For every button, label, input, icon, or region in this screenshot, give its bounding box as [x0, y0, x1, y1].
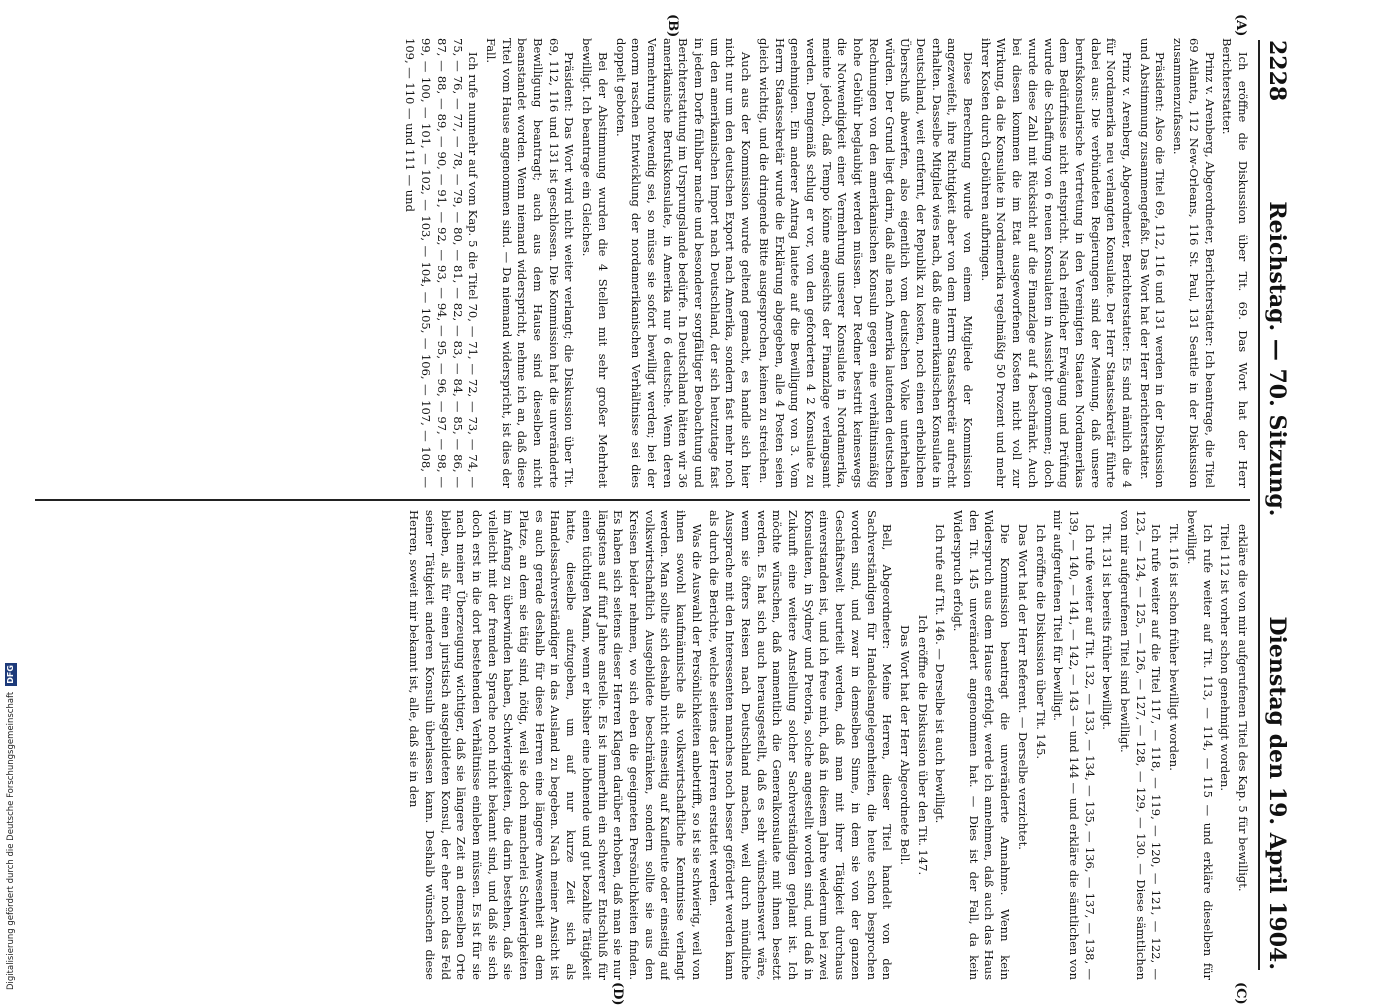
paragraph: Das Wort hat der Herr Referent. — Derselbe verzichtet.: [1015, 524, 1030, 850]
paragraph: Präsident: Also die Titel 69, 112, 116 und 131 werden in der Diskussion und Abstimmung zusammengefaßt. Das Wort hat der Herr Berichterstatter.: [1137, 38, 1168, 488]
header-title: Reichstag. — 70. Sitzung.: [1264, 201, 1290, 517]
column-rule: [35, 499, 1250, 501]
paragraph: erkläre die von mir aufgerufenen Titel des Kap. 5 für bewilligt.: [1236, 524, 1250, 892]
paragraph: Ich eröffne die Diskussion über Tit. 145.: [1033, 524, 1048, 760]
dfg-logo: DFG: [6, 665, 15, 684]
paragraph: Prinz v. Arenberg, Abgeordneter, Berichterstatter: Ich beantrage, die Titel 69 Atlanta, 112 New-Orleans, 116 St. Paul, 131 Seattle in der Diskussion zusammenzufassen.: [1171, 38, 1217, 488]
paragraph: Bell, Abgeordneter: Meine Herren, dieser Titel handelt von den Sachverständigen für Handelsangelegenheiten, die heute schon besprochen worden sind, und zwar in demselben Sinne, in dem sie von der ganzen Geschäftswelt beurteilt werden, daß man mit ihrer Tätigkeit durchaus einverstanden ist, und ich freue mich, daß in diesem Jahre wiederum bei zwei Konsulaten, in Sydney und Pretoria, solche angestellt worden sind, und daß in Zukunft eine weitere Anstellung solcher Sachverständigen geplant ist. Ich möchte wünschen, daß namentlich die Generalkonsulate mit ihnen besetzt werden. Es hat sich auch herausgestellt, daß es sehr wünschenswert wäre, wenn sie öfters Reisen nach Deutschland machen, weil durch mündliche Aussprache mit den Interessenten manches noch besser gefördert werden kann als durch die Berichte, welche seitens der Herren erstattet werden.: [707, 510, 895, 980]
paragraph: Prinz v. Arenberg, Abgeordneter, Berichterstatter: Es sind nämlich die 4 für Nordamerika neu verlangten Konsulate. Der Herr Staatssekretär führte dabei aus: Die verbündeten Regierungen sind der Meinung, daß unsere berufskonsularische Vertretung in den Vereinigten Staaten Nordamerikas dem Bedürfnisse nicht entspricht. Nach reiflicher Erwägung und Prüfung wurde die Schaffung von 6 neuen Konsulaten in Aussicht genommen; doch wurde diese Zahl mit Rücksicht auf die Finanzlage auf 4 beschränkt. Auch bei diesen kommen die im Etat ausgeworfenen Kosten nicht voll zur Wirkung, da die Konsulate in Nordamerika regelmäßig 50 Prozent und mehr ihrer Kosten durch Gebühren aufbringen.: [978, 38, 1135, 488]
paragraph: Ich rufe weiter auf Tit. 113, — 114, — 115 — und erkläre dieselben für bewilligt.: [1184, 510, 1215, 980]
paragraph: Ich rufe auf Tit. 146. — Derselbe ist auch bewilligt.: [933, 524, 948, 824]
paragraph: Was die Auswahl der Persönlichkeiten anbetrifft, so ist sie schwierig, weil von ihnen sowohl kaufmännische als volkswirtschaftliche Kenntnisse verlangt werden. Man sollte sich deshalb nicht einseitig auf Kaufleute oder einseitig auf volkswirtschaftlich Ausgebildete beschränken, sondern sollte sie aus den Kreisen beider nehmen, wo sich eben die geeigneten Persönlichkeiten finden. Es haben sich seitens dieser Herren Klagen darüber erhoben, daß man sie nur längstens auf fünf Jahre anstelle. Es ist immerhin ein schwerer Entschluß für einen tüchtigen Mann, wenn er bisher eine lohnende und gut bezahlte Tätigkeit hatte, dieselbe aufzugeben, um auf nur kurze Zeit sich als Handelssachverständiger in das Ausland zu begeben. Nach meiner Ansicht ist es auch gerade deshalb für diese Herren eine längere Anwesenheit an dem Platze, an dem sie tätig sind, nötig, weil sie doch mancherlei Schwierigkeiten im Anfang zu überwinden haben, Schwierigkeiten, die darin bestehen, daß sie vielleicht mit der fremden Sprache noch nicht bekannt sind, und daß sie sich doch erst in die dort bestehenden Verhältnisse einleben müssen. Es ist für sie nach meiner Überzeugung wichtiger, daß sie längere Zeit an demselben Orte bleiben, als für einen juristisch ausgebildeten Konsul, der eher noch das Feld seiner Tätigkeit anderen Konsuln überlassen kann. Deshalb wünschen diese Herren, soweit mir bekannt ist, alle, daß sie in den: [407, 510, 704, 980]
paragraph: Diese Berechnung wurde von einem Mitgliede der Kommission angezweifelt, ihre Richtigkeit aber von dem Herrn Staatssekretär aufrecht erhalten. Dasselbe Mitglied wies nach, daß die amerikanischen Konsulate in Deutschland, weit entfernt, der Republik zu kosten, noch einen erheblichen Überschuß abwerfen, also eigentlich vom deutschen Volke unterhalten würden. Der Grund liegt darin, daß alle nach Amerika lautenden deutschen Rechnungen von den amerikanischen Konsuln gegen eine verhältnismäßig hohe Gebühr beglaubigt werden müssen. Der Redner bestritt keineswegs die Notwendigkeit einer Vermehrung unserer Konsulate in Nordamerika, meinte jedoch, daß Tempo könne angesichts der Finanzlage verlangsamt werden. Demgemäß schlug er vor, von den geforderten 4 2 Konsulate zu genehmigen. Ein anderer Antrag lautete auf die Bewilligung von 3. Vom Herrn Staatssekretär wurde die Erklärung abgegeben, alle 4 Posten seien gleich wichtig, und die dringende Bitte ausgesprochen, keinen zu streichen.: [756, 38, 976, 488]
paragraph: Bei der Abstimmung wurden die 4 Stellen mit sehr großer Mehrheit bewilligt. Ich beantrage ein Gleiches.: [580, 38, 610, 488]
credit-text: Digitalisierung gefördert durch die Deutsche Forschungsgemeinschaft: [6, 691, 16, 990]
paragraph: Das Wort hat der Herr Abgeordnete Bell.: [897, 625, 912, 865]
paragraph: Ich rufe nunmehr auf vom Kap. 5 die Titel 70, — 71, — 72, — 73, — 74, — 75, — 76, — 77, — 78, — 79, — 80, — 81, — 82, — 83, — 84, — 85, — 86, — 87, — 88, — 89, — 90, — 91, — 92, — 93, — 94, — 95, — 96, — 97, — 98, — 99, — 100, — 101, — 102, — 103, — 104, — 105, — 106, — 107, — 108, — 109, — 110 — und 111 — und: [403, 38, 481, 488]
paragraph: Ich rufe weiter auf die Titel 117, — 118, — 119, — 120, — 121, — 122, — 123, — 124, — 125, — 126, — 127, — 128, — 129, — 130. — Diese sämtlichen von mir aufgerufenen Titel sind bewilligt.: [1118, 510, 1164, 980]
running-head: [1258, 40, 1294, 970]
right-column: [30, 510, 1250, 980]
paragraph: Tit. 116 ist schon früher bewilligt worden.: [1167, 524, 1182, 771]
margin-mark-c: (C): [1233, 982, 1248, 1005]
page-number: 2228: [1264, 40, 1290, 102]
digitization-credit: [0, 600, 22, 1000]
paragraph: Präsident: Das Wort wird nicht weiter verlangt; die Diskussion über Tit. 69, 112, 116 und 131 ist geschlossen. Die Kommission hat die unveränderte Bewilligung beantragt; auch aus dem Hause sind dieselben nicht beanstandet worden. Wenn niemand widerspricht, nehme ich an, daß diese Titel vom Hause angenommen sind. — Da niemand widerspricht, ist dies der Fall.: [483, 38, 577, 488]
margin-mark-a: (A): [1233, 14, 1248, 37]
margin-mark-d: (D): [610, 982, 625, 1006]
paragraph: Die Kommission beantragt die unveränderte Annahme. Wenn kein Widerspruch aus dem Hause erfolgt, werde ich annehmen, daß auch das Haus den Tit. 145 unverändert angenommen hat. — Dies ist der Fall, da kein Widerspruch erfolgt.: [951, 510, 1013, 980]
paragraph: Auch aus der Kommission wurde geltend gemacht, es handle sich hier nicht nur um den deutschen Export nach Amerika, sondern fast mehr noch um den amerikanischen Import nach Deutschland, der sich heutzutage fast in jedem Dorfe fühlbar mache und besonderer sorgfältiger Beobachtung und Berichterstattung im Ursprungslande bedürfe. In Deutschland hätten wir 36 amerikanische Berufskonsulate, in Amerika nur 6 deutsche. Wenn deren Vermehrung notwendig sei, so müsse sie sofort bewilligt werden; bei der enorm raschen Entwicklung der nordamerikanischen Verhältnisse sei dies doppelt geboten.: [613, 38, 754, 488]
paragraph: Tit. 131 ist bereits früher bewilligt.: [1100, 524, 1115, 730]
paragraph: Ich eröffne die Diskussion über den Tit. 147.: [915, 614, 930, 876]
paragraph: Ich rufe weiter auf Tit. 132, — 133, — 134, — 135, — 136, — 137, — 138, — 139, — 140, — 141, — 142, — 143 — und 144 — und erkläre die sämtlichen von mir aufgerufenen Titel für bewilligt.: [1051, 510, 1097, 980]
header-date: Dienstag den 19. April 1904.: [1264, 616, 1290, 970]
left-column: [30, 38, 1250, 488]
paragraph: Ich eröffne die Diskussion über Tit. 69. Das Wort hat der Herr Berichterstatter.: [1220, 38, 1250, 488]
margin-mark-b: (B): [665, 14, 680, 38]
paragraph: Titel 112 ist vorher schon genehmigt worden.: [1218, 524, 1233, 792]
